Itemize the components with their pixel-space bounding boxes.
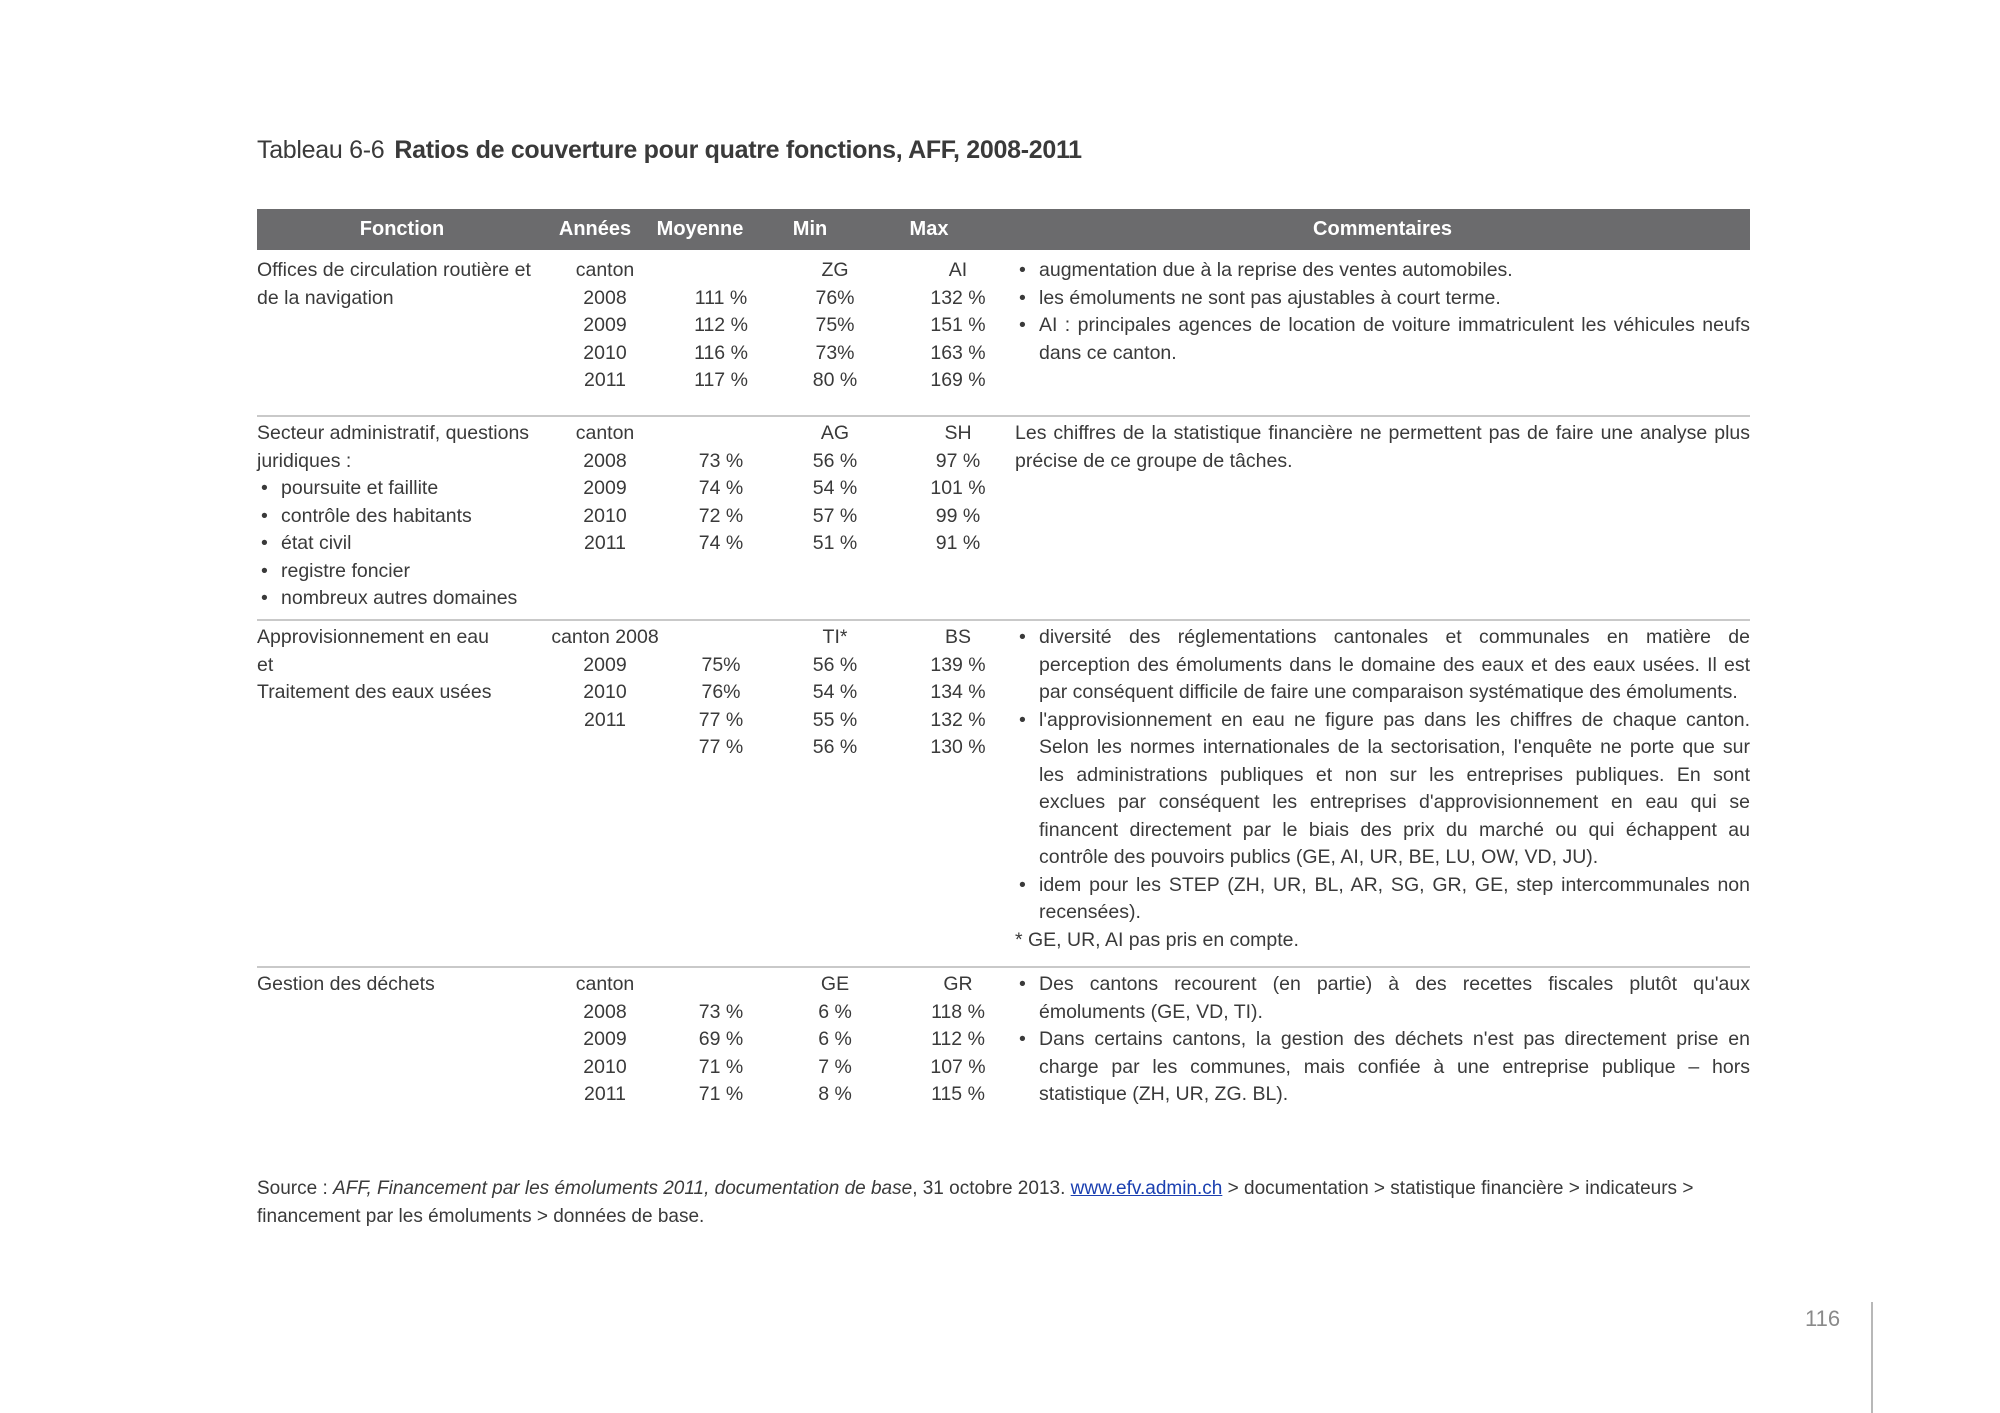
page-margin-rule	[1871, 1302, 1873, 1413]
moyenne-cell: 71 %	[698, 1055, 744, 1078]
section-1-commentaires	[1015, 257, 1750, 367]
comment-item: • Dans certains cantons, la gestion des déchets n'est pas directement prise en charge par les communes, mais confiée à une entreprise publique – hors statistique (ZH, UR, ZG. BL).	[1015, 1026, 1750, 1109]
max-cell: 139 %	[930, 653, 986, 676]
annee-cell: canton	[575, 259, 635, 281]
annee-cell: 2010	[583, 1055, 627, 1078]
comment-item: • l'approvisionnement en eau ne figure pas dans les chiffres de chaque canton. Selon les normes internationales de la sectorisation, l'enquête ne porte que sur les administrations publiques et non sur les entreprises publiques. En sont exclues par conséquent les entreprises d'approvisionnement en eau qui se financent directement par le biais des prix du marché ou qui échappent au contrôle des pouvoirs publics (GE, AI, UR, BE, LU, OW, VD, JU).	[1015, 707, 1750, 872]
annee-cell: canton	[575, 422, 635, 444]
annee-cell: 2009	[583, 1028, 627, 1050]
annee-cell: 2008	[583, 286, 627, 309]
min-cell: 56 %	[812, 653, 858, 676]
moyenne-cell: 73 %	[698, 449, 744, 472]
source-link[interactable]: www.efv.admin.ch	[1070, 1178, 1223, 1199]
min-cell: 76%	[815, 286, 855, 309]
annee-cell: 2010	[583, 341, 627, 364]
min-cell: AG	[820, 422, 850, 444]
min-cell: 54 %	[812, 477, 858, 499]
fonction-line: Traitement des eaux usées	[257, 681, 492, 703]
max-cell: 163 %	[930, 341, 986, 364]
section-divider	[257, 415, 1750, 417]
annee-cell: 2011	[584, 708, 626, 731]
section-4-fonction: Gestion des déchets	[257, 973, 435, 995]
min-cell: 75%	[815, 314, 855, 336]
max-cell: 118 %	[931, 1000, 985, 1023]
section-2-title: Secteur administratif, questions juridiques :	[257, 422, 530, 472]
fonction-bullet: • état civil	[257, 530, 557, 558]
comment-item: • augmentation due à la reprise des ventes automobiles.	[1015, 257, 1750, 285]
annee-cell: 2010	[583, 681, 627, 703]
comment-item: • les émoluments ne sont pas ajustables à court terme.	[1015, 285, 1750, 313]
table-title-text: Ratios de couverture pour quatre fonctions, AFF, 2008-2011	[394, 136, 1082, 164]
header-max: Max	[909, 218, 949, 240]
header-min: Min	[792, 218, 828, 240]
section-divider	[257, 966, 1750, 968]
max-cell: 132 %	[930, 708, 986, 731]
max-cell: 101 %	[930, 477, 986, 499]
annee-cell: 2009	[583, 653, 627, 676]
max-cell: 99 %	[935, 504, 981, 527]
fonction-line: Approvisionnement en eau	[257, 626, 489, 648]
moyenne-cell: 77 %	[698, 708, 744, 731]
moyenne-cell: 112 %	[694, 314, 748, 336]
min-cell: ZG	[821, 259, 849, 281]
max-cell: 132 %	[930, 286, 986, 309]
moyenne-cell: 71 %	[698, 1083, 744, 1105]
moyenne-cell: 74 %	[698, 532, 744, 554]
comment-item: • idem pour les STEP (ZH, UR, BL, AR, SG, GR, GE, step intercommunales non recensées).	[1015, 872, 1750, 927]
section-3-commentaires	[1015, 624, 1750, 954]
max-cell: 97 %	[935, 449, 981, 472]
max-cell: 169 %	[930, 369, 986, 391]
source-date: , 31 octobre 2013.	[912, 1178, 1071, 1199]
source-path: > documentation > statistique financière > indicateurs > financement par les émoluments > données de base.	[257, 1178, 1694, 1227]
moyenne-cell: 77 %	[698, 736, 744, 758]
min-cell: 56 %	[812, 736, 858, 758]
min-cell: 51 %	[812, 532, 858, 554]
section-3-fonction	[257, 624, 557, 707]
table-label: Tableau 6-6	[257, 136, 385, 164]
moyenne-cell: 117 %	[694, 369, 748, 391]
moyenne-cell: 75%	[701, 653, 741, 676]
annee-cell: 2011	[584, 532, 626, 554]
max-cell: 115 %	[931, 1083, 985, 1105]
fonction-bullet: • contrôle des habitants	[257, 503, 557, 531]
min-cell: 7 %	[818, 1055, 852, 1078]
fonction-bullet: • poursuite et faillite	[257, 475, 557, 503]
comment-item: • Des cantons recourent (en partie) à des recettes fiscales plutôt qu'aux émoluments (GE, VD, TI).	[1015, 971, 1750, 1026]
max-cell: 134 %	[930, 681, 986, 703]
annee-cell: 2009	[583, 314, 627, 336]
moyenne-cell: 116 %	[694, 341, 748, 364]
max-cell: 91 %	[935, 532, 981, 554]
fonction-bullet: • nombreux autres domaines	[257, 585, 557, 613]
min-cell: 56 %	[812, 449, 858, 472]
moyenne-cell: 72 %	[698, 504, 744, 527]
max-cell: 112 %	[931, 1028, 985, 1050]
comment-item: • AI : principales agences de location de voiture immatriculent les véhicules neufs dans ce canton.	[1015, 312, 1750, 367]
max-cell: 107 %	[930, 1055, 986, 1078]
max-cell: 151 %	[930, 314, 986, 336]
min-cell: 8 %	[818, 1083, 852, 1105]
annee-cell: canton 2008	[551, 626, 659, 648]
header-fonction: Fonction	[359, 218, 445, 240]
min-cell: GE	[820, 973, 850, 995]
min-cell: 57 %	[812, 504, 858, 527]
header-commentaires: Commentaires	[1313, 218, 1452, 240]
min-cell: 6 %	[818, 1028, 852, 1050]
max-cell: AI	[948, 259, 968, 281]
section-4-commentaires	[1015, 971, 1750, 1109]
moyenne-cell: 73 %	[698, 1000, 744, 1023]
fonction-line: et	[257, 653, 274, 676]
fonction-bullet: • registre foncier	[257, 558, 557, 586]
header-moyenne: Moyenne	[656, 218, 744, 240]
max-cell: BS	[944, 626, 971, 648]
section-1-fonction: Offices de circulation routière et de la navigation	[257, 259, 531, 309]
max-cell: GR	[943, 973, 973, 995]
table-title	[257, 136, 1082, 165]
moyenne-cell: 69 %	[698, 1028, 744, 1050]
section-2-commentaire: Les chiffres de la statistique financière ne permettent pas de faire une analyse plus précise de ce groupe de tâches.	[1015, 422, 1750, 472]
comment-item: • diversité des réglementations cantonales et communales en matière de perception des émoluments dans le domaine des eaux et des eaux usées. Il est par conséquent difficile de faire une comparaison systématique des émoluments.	[1015, 624, 1750, 707]
moyenne-cell: 76%	[701, 681, 741, 703]
annee-cell: 2011	[584, 1083, 626, 1105]
annee-cell: 2008	[583, 1000, 627, 1023]
min-cell: 6 %	[818, 1000, 852, 1023]
moyenne-cell: 74 %	[698, 477, 744, 499]
min-cell: 55 %	[812, 708, 858, 731]
table-header	[257, 209, 1750, 250]
source-prefix: Source :	[257, 1178, 334, 1199]
page-number: 116	[1805, 1306, 1841, 1331]
annee-cell: 2009	[583, 477, 627, 499]
source-title: AFF, Financement par les émoluments 2011, documentation de base	[333, 1178, 913, 1199]
max-cell: SH	[944, 422, 972, 444]
min-cell: TI*	[822, 626, 848, 648]
max-cell: 130 %	[930, 736, 986, 758]
header-annees: Années	[558, 218, 632, 240]
min-cell: 54 %	[812, 681, 858, 703]
annee-cell: 2011	[584, 369, 626, 391]
min-cell: 73%	[815, 341, 855, 364]
section-2-fonction	[257, 420, 557, 613]
section-divider	[257, 619, 1750, 621]
annee-cell: canton	[575, 973, 635, 995]
min-cell: 80 %	[812, 369, 858, 391]
moyenne-cell: 111 %	[694, 286, 748, 309]
annee-cell: 2008	[583, 449, 627, 472]
section-3-note: * GE, UR, AI pas pris en compte.	[1015, 928, 1299, 951]
source-note	[257, 1175, 1717, 1231]
annee-cell: 2010	[583, 504, 627, 527]
